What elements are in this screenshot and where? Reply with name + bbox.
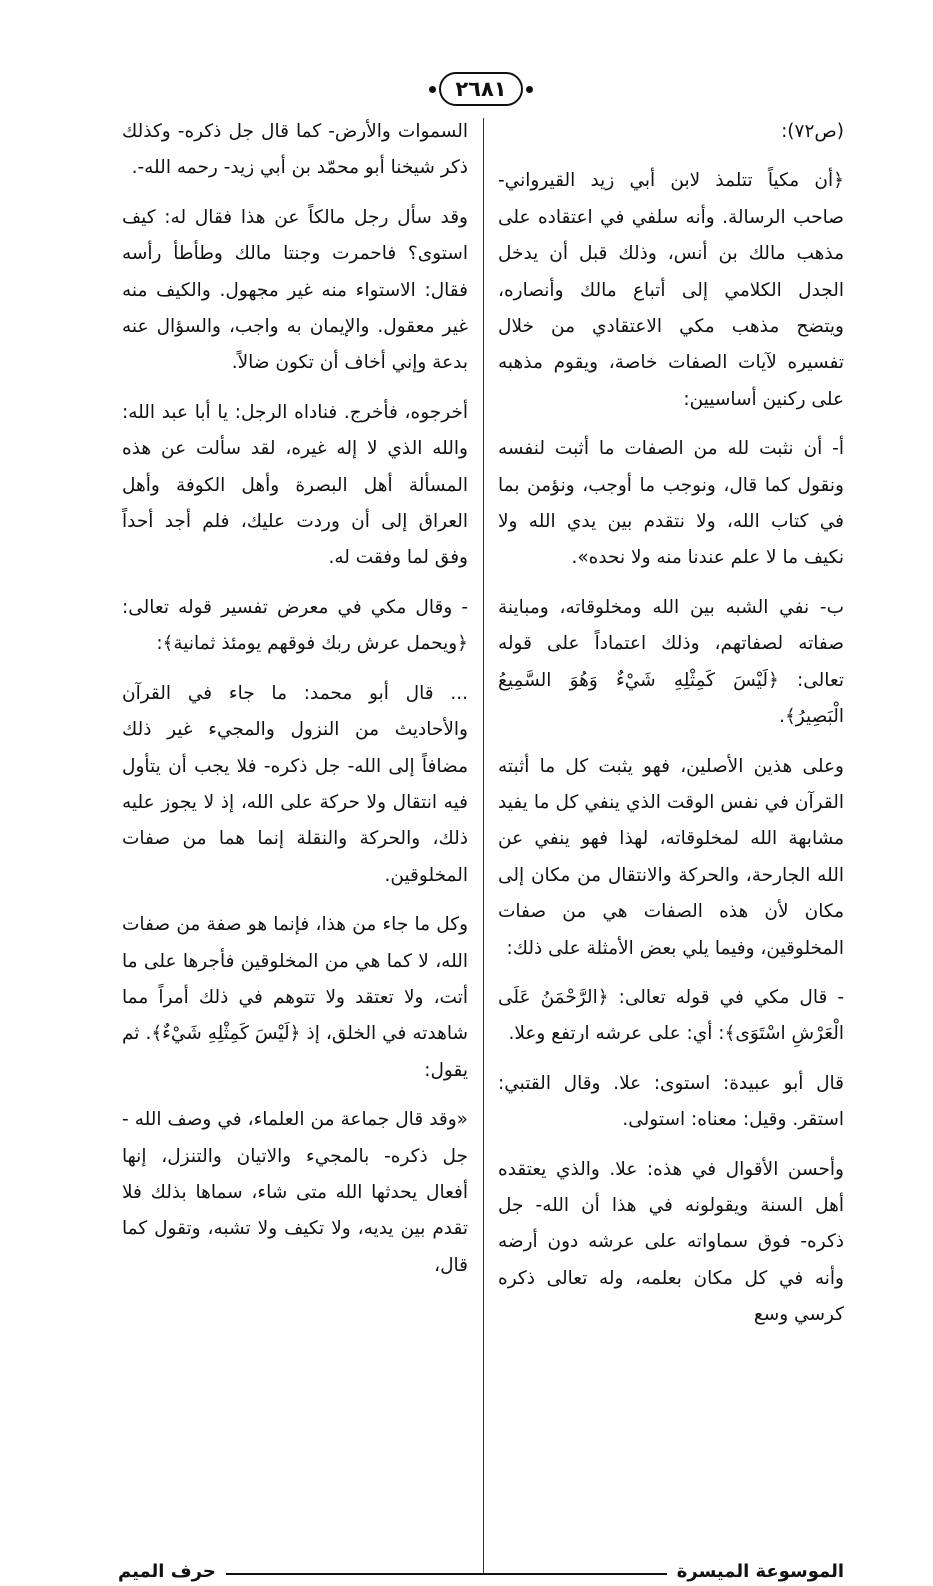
- column-divider: [483, 118, 484, 1574]
- right-column: [498, 114, 844, 1347]
- paragraph: وقد سأل رجل مالكاً عن هذا فقال له: كيف استوى؟ فاحمرت وجنتا مالك وطأطأ رأسه فقال: الاستواء منه غير مجهول. والكيف منه غير معقول. والإيمان به واجب، والسؤال عنه بدعة وإني أخاف أن تكون ضالاً.: [122, 206, 468, 374]
- page-number-right-dot: [526, 86, 533, 93]
- page-footer: [118, 1556, 844, 1586]
- paragraph: (ص٧٢):: [781, 121, 844, 142]
- footer-rule: [226, 1573, 667, 1575]
- paragraph: «وقد قال جماعة من العلماء، في وصف الله - جل ذكره- بالمجيء والاتيان والتنزل، إنها أفعال يحدثها الله متى شاء، سماها بذلك فلا تقدم بين يديه، ولا تكيف ولا تشبه، وتقول كما قال،: [122, 1109, 468, 1276]
- paragraph: أخرجوه، فأخرج. فناداه الرجل: يا أبا عبد الله: والله الذي لا إله غيره، لقد سألت عن هذه المسألة أهل البصرة وأهل الكوفة وأهل العراق إلى أن وردت عليك، فلم أجد أحداً وفق لما وفقت له.: [122, 401, 468, 569]
- paragraph: ... قال أبو محمد: ما جاء في القرآن والأحاديث من النزول والمجيء غير ذلك مضافاً إلى الله- جل ذكره- فلا يجب أن يتأول فيه انتقال ولا حركة على الله، إذ لا يجوز عليه ذلك، والحركة والنقلة إنما هما من صفات المخلوقين.: [122, 682, 468, 886]
- paragraph: وعلى هذين الأصلين، فهو يثبت كل ما أثبته القرآن في نفس الوقت الذي ينفي كل ما يفيد مشابهة الله لمخلوقاته، لهذا فهو ينفي عن الله الجارحة، والحركة والانتقال من مكان إلى مكان لأن هذه الصفات هي من صفات المخلوقين، وفيما يلي بعض الأمثلة على ذلك:: [498, 755, 844, 959]
- paragraph: - وقال مكي في معرض تفسير قوله تعالى: ﴿ويحمل عرش ربك فوقهم يومئذ ثمانية﴾:: [122, 596, 468, 655]
- paragraph: قال أبو عبيدة: استوى: علا. وقال القتبي: استقر. وقيل: معناه: استولى.: [498, 1072, 844, 1131]
- paragraph: ﴿أن مكياً تتلمذ لابن أبي زيد القيرواني- صاحب الرسالة. وأنه سلفي في اعتقاده على مذهب مالك بن أنس، وذلك قبل أن يدخل الجدل الكلامي إلى أتباع مالك وأنصاره، ويتضح مذهب مكي الاعتقادي من خلال تفسيره لآيات الصفات خاصة، ويقوم مذهبه على ركنين أساسيين:: [498, 170, 844, 410]
- paragraph: وأحسن الأقوال في هذه: علا. والذي يعتقده أهل السنة ويقولونه في هذا أن الله- جل ذكره- فوق سماواته على عرشه دون أرضه وأنه في كل مكان بعلمه، وله تعالى ذكره كرسي وسع: [498, 1158, 844, 1326]
- left-column: [122, 114, 468, 1297]
- page-number: [439, 72, 523, 106]
- page-number-left-dot: [429, 86, 436, 93]
- paragraph: - قال مكي في قوله تعالى: ﴿الرَّحْمَنُ عَلَى الْعَرْشِ اسْتَوَى﴾: أي: على عرشه ارتفع وعلا.: [498, 986, 844, 1045]
- footer-section-title: حرف الميم: [118, 1560, 216, 1582]
- paragraph: أ- أن نثبت لله من الصفات ما أثبت لنفسه ونقول كما قال، ونوجب ما أوجب، ونؤمن بما في كتاب الله، ولا نتقدم بين يدي الله ولا نكيف ما لا علم عندنا منه ولا نحده».: [498, 438, 844, 569]
- paragraph: وكل ما جاء من هذا، فإنما هو صفة من صفات الله، لا كما هي من المخلوقين فأجرها على ما أتت، ولا تعتقد ولا تتوهم في ذلك أمراً مما شاهدته في الخلق، إذ ﴿لَيْسَ كَمِثْلِهِ شَيْءٌ﴾. ثم يقول:: [122, 914, 468, 1081]
- paragraph: ب- نفي الشبه بين الله ومخلوقاته، ومباينة صفاته لصفاتهم، وذلك اعتماداً على قوله تعالى: ﴿لَيْسَ كَمِثْلِهِ شَيْءٌ وَهُوَ السَّمِيعُ الْبَصِيرُ﴾.: [498, 596, 844, 728]
- page-number-text: ٢٦٨١: [455, 77, 507, 101]
- paragraph: السموات والأرض- كما قال جل ذكره- وكذلك ذكر شيخنا أبو محمّد بن أبي زيد- رحمه الله-.: [122, 121, 468, 179]
- footer-encyclopedia-title: الموسوعة الميسرة: [676, 1560, 844, 1582]
